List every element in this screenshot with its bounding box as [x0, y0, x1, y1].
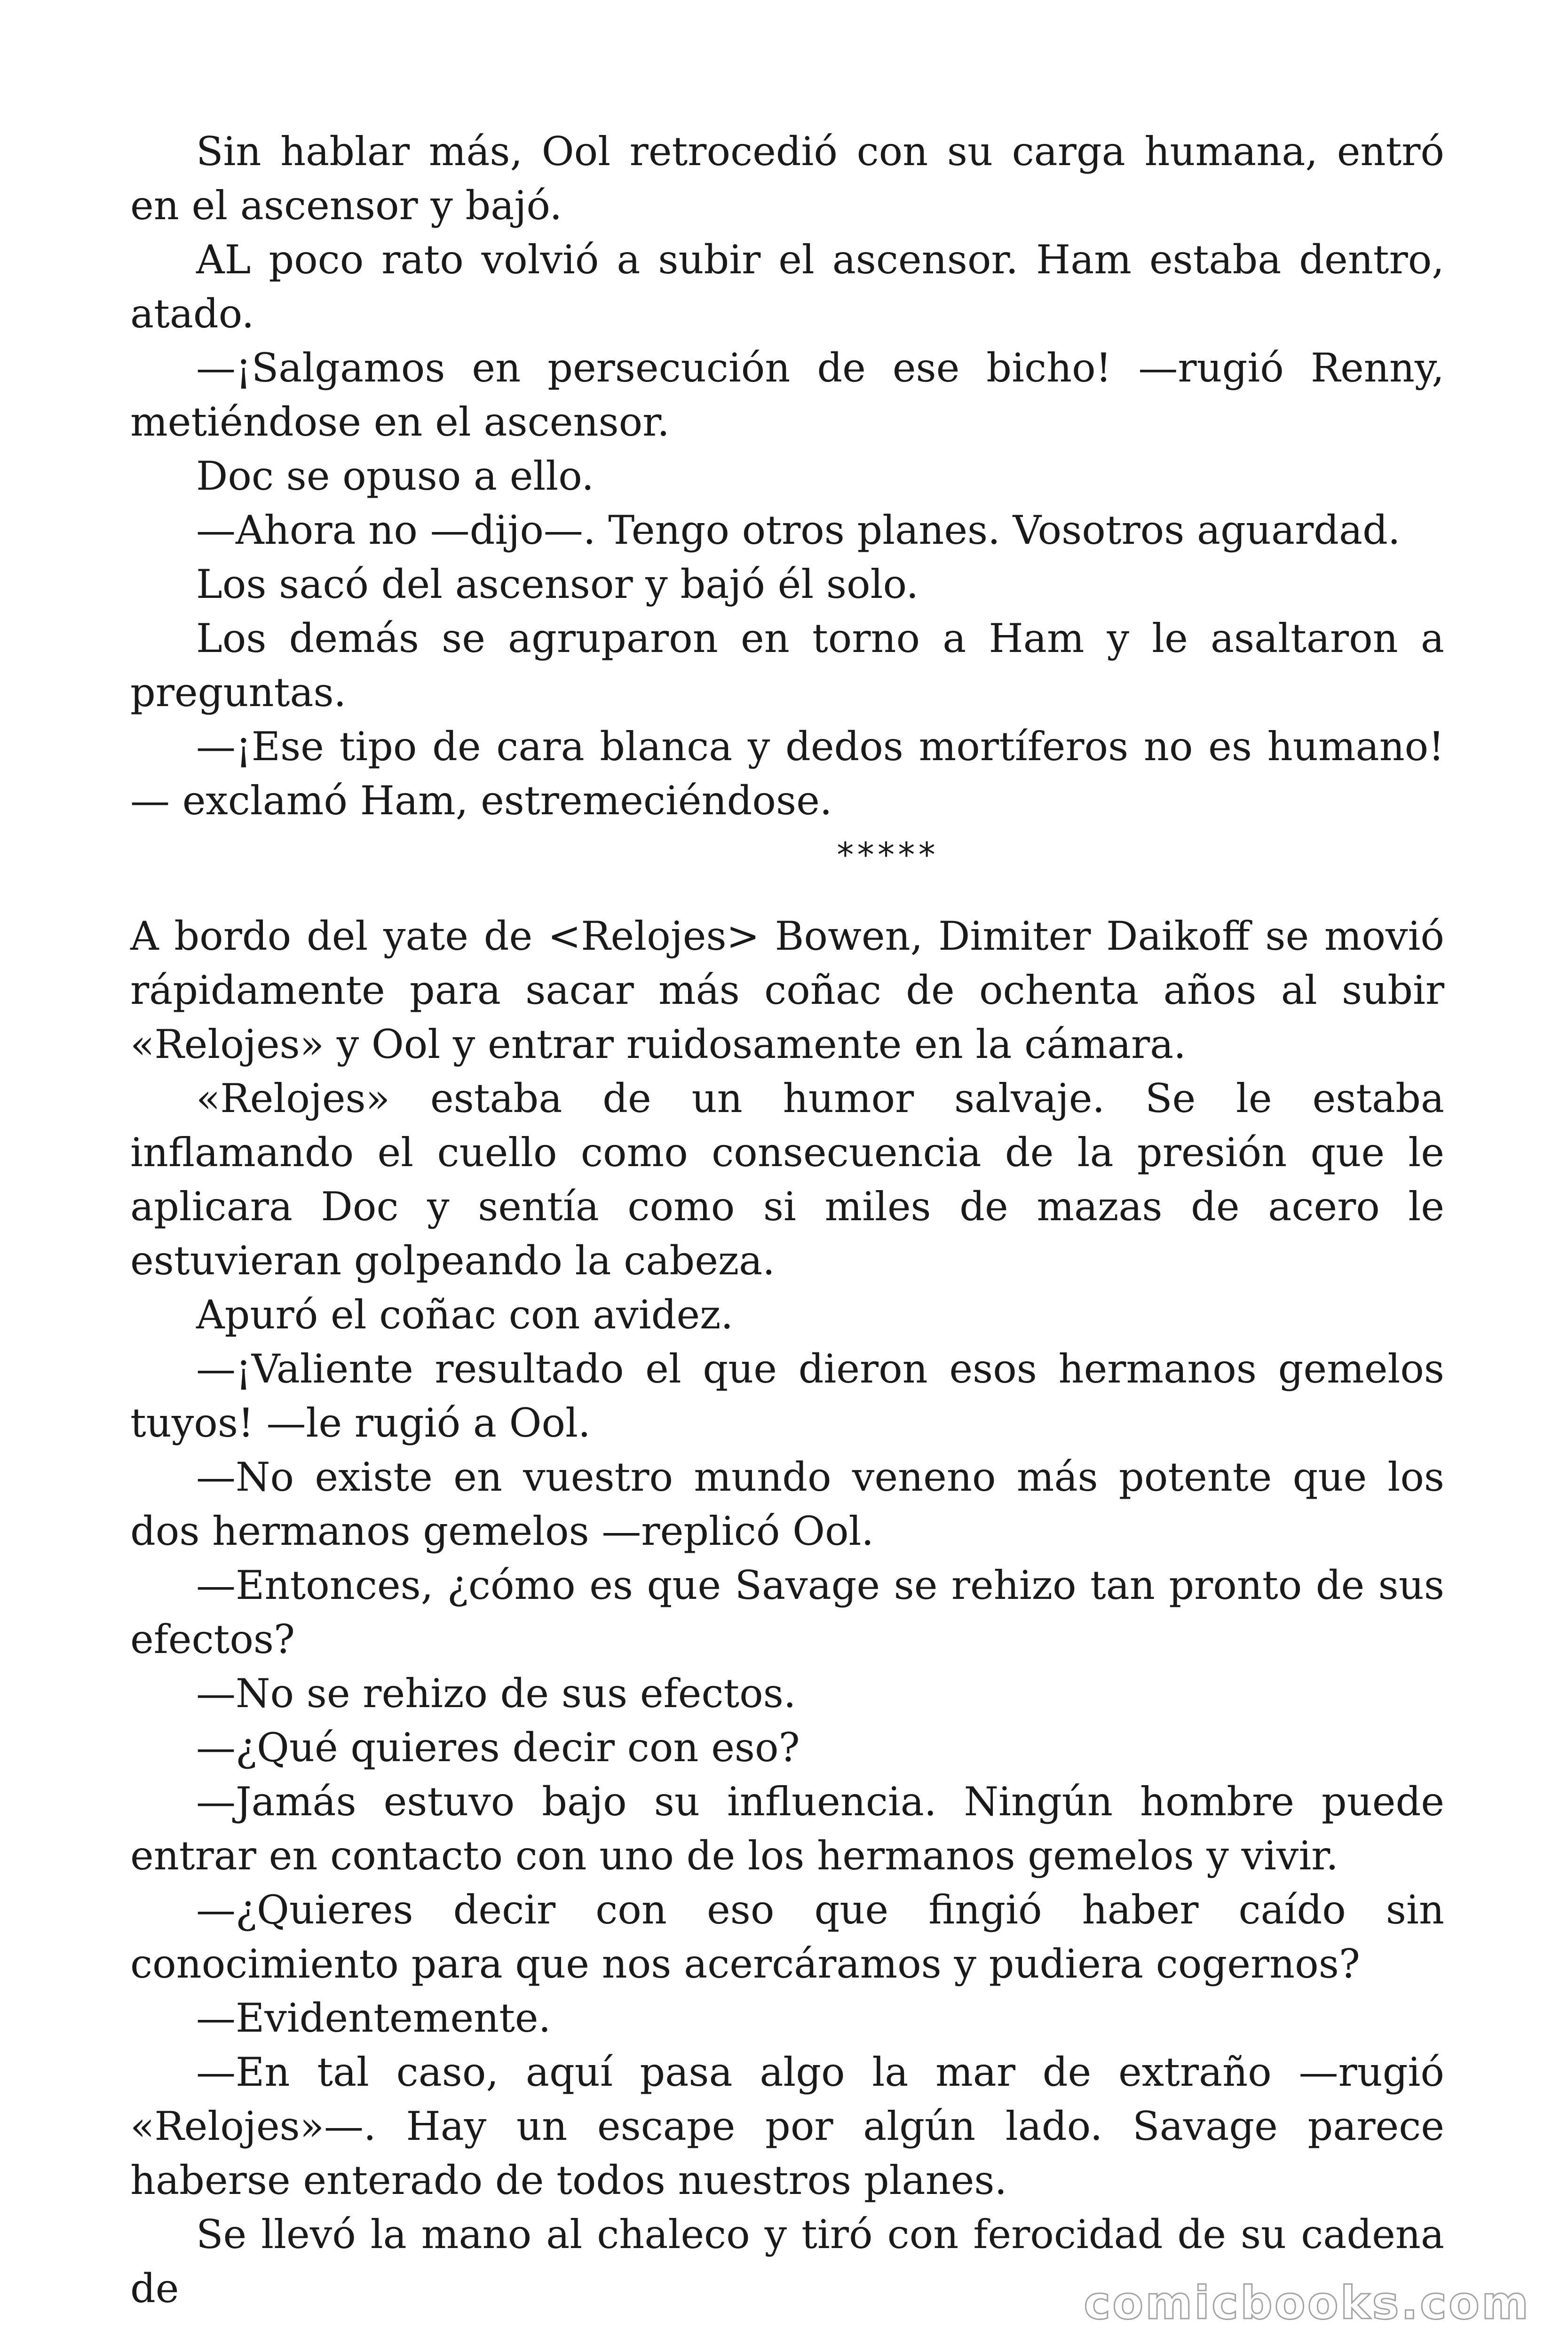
- paragraph: Doc se opuso a ello.: [196, 453, 594, 499]
- paragraph: Sin hablar más, Ool retrocedió con su carga humana, entró en el ascensor y bajó.: [130, 128, 1444, 229]
- paragraph: —¡Salgamos en persecución de ese bicho! —rugió Renny, metiéndose en el ascensor.: [130, 345, 1444, 445]
- paragraph: Se llevó la mano al chaleco y tiró con ferocidad de su cadena de: [130, 2211, 1444, 2312]
- book-page: [130, 125, 1444, 2316]
- paragraph: —Evidentemente.: [196, 1995, 551, 2041]
- paragraph: —¡Ese tipo de cara blanca y dedos mortíferos no es humano! — exclamó Ham, estremeciéndose.: [130, 723, 1444, 824]
- paragraph: —En tal caso, aquí pasa algo la mar de extraño —rugió «Relojes»—. Hay un escape por algún lado. Savage parece haberse enterado de todos nuestros planes.: [130, 2049, 1444, 2203]
- paragraph: —No se rehizo de sus efectos.: [196, 1670, 796, 1716]
- paragraph: —Ahora no —dijo—. Tengo otros planes. Vosotros aguardad.: [196, 507, 1401, 553]
- paragraph: Los demás se agruparon en torno a Ham y le asaltaron a preguntas.: [130, 615, 1444, 715]
- paragraph: Apuró el coñac con avidez.: [196, 1292, 734, 1338]
- section-separator: *****: [835, 835, 937, 874]
- paragraph: —No existe en vuestro mundo veneno más potente que los dos hermanos gemelos —replicó Ool.: [130, 1454, 1444, 1554]
- section-opening-paragraph: A bordo del yate de <Relojes> Bowen, Dimiter Daikoff se movió rápidamente para sacar más coñac de ochenta años al subir «Relojes» y Ool y entrar ruidosamente en la cámara.: [130, 913, 1444, 1067]
- paragraph: —¡Valiente resultado el que dieron esos hermanos gemelos tuyos! —le rugió a Ool.: [130, 1346, 1444, 1446]
- paragraph: «Relojes» estaba de un humor salvaje. Se le estaba inflamando el cuello como consecuencia de la presión que le aplicara Doc y sentía como si miles de mazas de acero le estuvieran golpeando la cabeza.: [130, 1075, 1444, 1284]
- paragraph: —Jamás estuvo bajo su influencia. Ningún hombre puede entrar en contacto con uno de los hermanos gemelos y vivir.: [130, 1779, 1444, 1879]
- paragraph: AL poco rato volvió a subir el ascensor. Ham estaba dentro, atado.: [130, 237, 1444, 337]
- paragraph: —¿Quieres decir con eso que fingió haber caído sin conocimiento para que nos acercáramos y pudiera cogernos?: [130, 1887, 1444, 1987]
- paragraph: —¿Qué quieres decir con eso?: [196, 1724, 800, 1771]
- paragraph: —Entonces, ¿cómo es que Savage se rehizo tan pronto de sus efectos?: [130, 1562, 1444, 1662]
- watermark: comicbooks.com: [1084, 2277, 1530, 2329]
- paragraph: Los sacó del ascensor y bajó él solo.: [196, 561, 919, 607]
